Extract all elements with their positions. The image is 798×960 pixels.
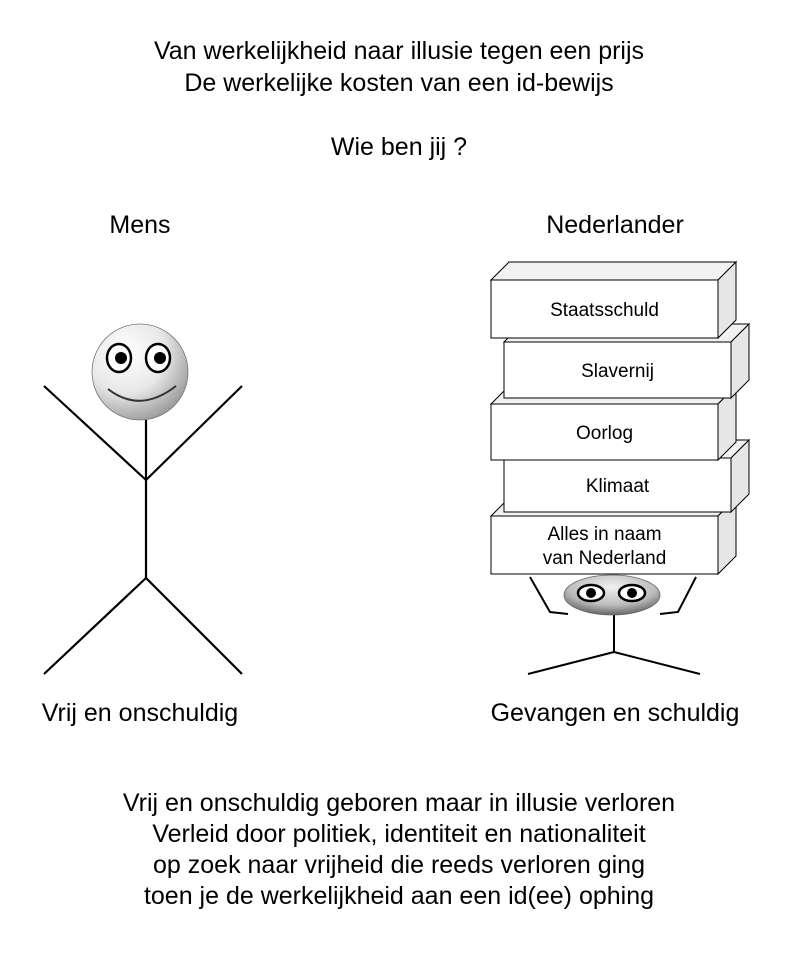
captive-caption: Gevangen en schuldig — [490, 699, 740, 727]
verse-line: Vrij en onschuldig geboren maar in illusie verloren — [122, 789, 676, 817]
burden-block-label: van Nederland — [542, 548, 667, 569]
verse-line: op zoek naar vrijheid die reeds verloren ging — [153, 851, 645, 879]
free-person-body — [44, 386, 242, 674]
burden-block — [491, 262, 736, 338]
burden-block-label: Oorlog — [575, 423, 634, 444]
title-line-1: Van werkelijkheid naar illusie tegen een prijs — [153, 37, 645, 65]
smiley-face-icon — [92, 324, 188, 420]
burden-block-label: Staatsschuld — [550, 300, 659, 321]
free-caption: Vrij en onschuldig — [41, 699, 239, 727]
free-person-figure — [44, 324, 242, 674]
verse-line: Verleid door politiek, identiteit en nationaliteit — [152, 820, 646, 848]
burden-block-label: Slavernij — [581, 361, 654, 382]
squashed-face-icon — [564, 575, 660, 615]
question-text: Wie ben jij ? — [330, 133, 468, 161]
crushed-person-figure — [528, 575, 700, 674]
closing-verse — [0, 788, 798, 912]
title-line-2: De werkelijke kosten van een id-bewijs — [184, 69, 614, 97]
verse-line: toen je de werkelijkheid aan een id(ee) ophing — [143, 882, 655, 910]
burden-block-label: Klimaat — [585, 476, 650, 497]
burden-block-stack — [491, 262, 749, 574]
mens-heading: Mens — [109, 211, 171, 239]
burden-block-label: Alles in naam — [547, 524, 662, 545]
nederlander-heading: Nederlander — [546, 211, 684, 239]
